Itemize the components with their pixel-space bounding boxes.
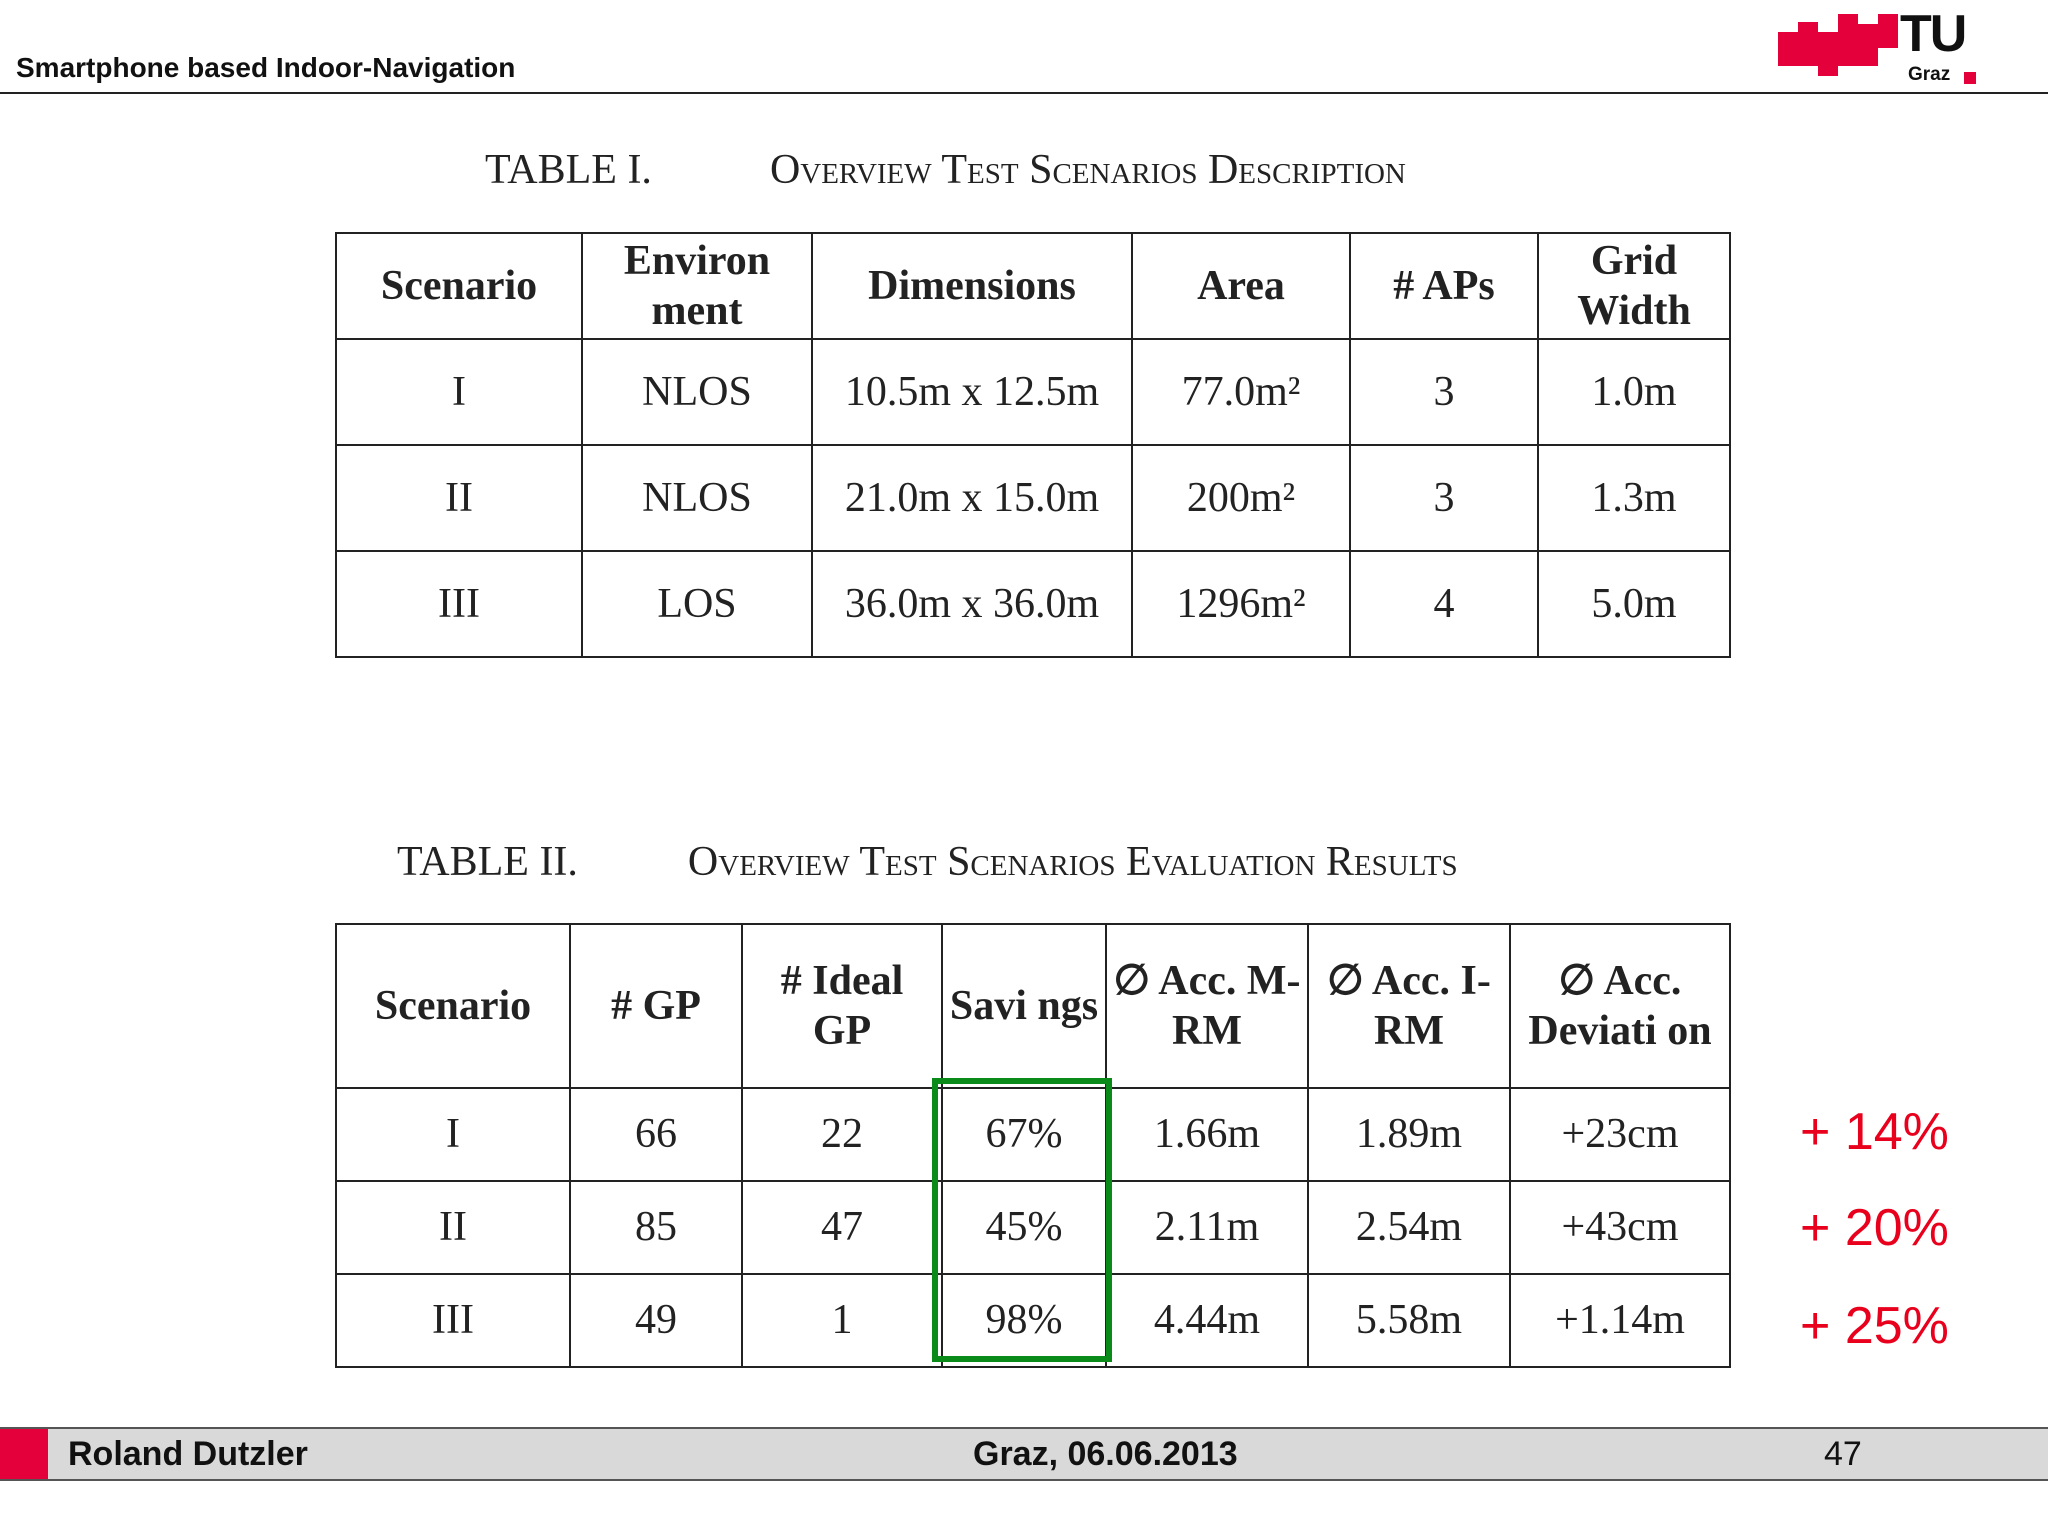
table-cell: +23cm — [1510, 1088, 1730, 1181]
table-cell: 66 — [570, 1088, 742, 1181]
improvement-annotation: + 25% — [1800, 1297, 1949, 1355]
scenarios-description-table — [335, 232, 1731, 658]
table-cell: NLOS — [582, 339, 812, 445]
table-cell: 1.89m — [1308, 1088, 1510, 1181]
table-cell: 4 — [1350, 551, 1538, 657]
header-cell: ∅ Acc. M-RM — [1106, 924, 1308, 1088]
logo-pixel-block — [1798, 22, 1818, 66]
logo-graz-text: Graz — [1908, 64, 1951, 85]
table-cell: 67% — [942, 1088, 1106, 1181]
table-cell: III — [336, 551, 582, 657]
header-cell: Scenario — [336, 924, 570, 1088]
footer-author: Roland Dutzler — [68, 1435, 308, 1473]
table-cell: 77.0m² — [1132, 339, 1350, 445]
tu-graz-logo — [1778, 5, 1978, 90]
header-cell: ∅ Acc. Deviati on — [1510, 924, 1730, 1088]
table-header-row — [336, 233, 1730, 339]
table-cell: NLOS — [582, 445, 812, 551]
table1-caption — [485, 146, 1406, 194]
logo-pixel-block — [1858, 24, 1878, 66]
table-cell: 36.0m x 36.0m — [812, 551, 1132, 657]
table-cell: +43cm — [1510, 1181, 1730, 1274]
header-cell: Scenario — [336, 233, 582, 339]
footer-accent-block — [0, 1429, 48, 1479]
table1-title: Overview Test Scenarios Description — [769, 147, 1406, 193]
header-cell: ∅ Acc. I- RM — [1308, 924, 1510, 1088]
table-cell: 2.54m — [1308, 1181, 1510, 1274]
logo-pixel-block — [1838, 14, 1858, 66]
table-row — [336, 445, 1730, 551]
table-row — [336, 551, 1730, 657]
table-cell: 1 — [742, 1274, 942, 1367]
header-cell: Area — [1132, 233, 1350, 339]
table-cell: 1.66m — [1106, 1088, 1308, 1181]
table2-label: TABLE II. — [397, 839, 578, 885]
table-cell: 5.0m — [1538, 551, 1730, 657]
footer-date: Graz, 06.06.2013 — [973, 1435, 1238, 1473]
logo-pixel-block — [1818, 32, 1838, 76]
table-cell: 47 — [742, 1181, 942, 1274]
table-cell: 22 — [742, 1088, 942, 1181]
table-cell: 1296m² — [1132, 551, 1350, 657]
header-divider — [0, 92, 2048, 94]
table-cell: 85 — [570, 1181, 742, 1274]
table-cell: 1.3m — [1538, 445, 1730, 551]
header-cell: # APs — [1350, 233, 1538, 339]
table-cell: 10.5m x 12.5m — [812, 339, 1132, 445]
table-row — [336, 1088, 1730, 1181]
table-header-row — [336, 924, 1730, 1088]
table-cell: 1.0m — [1538, 339, 1730, 445]
header-cell: Dimensions — [812, 233, 1132, 339]
table-cell: I — [336, 1088, 570, 1181]
table-cell: III — [336, 1274, 570, 1367]
table-cell: 98% — [942, 1274, 1106, 1367]
table-cell: 45% — [942, 1181, 1106, 1274]
improvement-annotation: + 20% — [1800, 1199, 1949, 1257]
table-cell: II — [336, 445, 582, 551]
logo-tu-text: TU — [1900, 5, 1966, 63]
logo-square — [1964, 72, 1976, 84]
page-number: 47 — [1824, 1435, 1862, 1473]
table-row — [336, 1181, 1730, 1274]
table2-caption — [397, 838, 1458, 886]
improvement-annotation: + 14% — [1800, 1103, 1949, 1161]
header-cell: # Ideal GP — [742, 924, 942, 1088]
table-cell: 4.44m — [1106, 1274, 1308, 1367]
table-cell: 21.0m x 15.0m — [812, 445, 1132, 551]
table-cell: LOS — [582, 551, 812, 657]
table-cell: 2.11m — [1106, 1181, 1308, 1274]
table-cell: 200m² — [1132, 445, 1350, 551]
header-cell: Environ ment — [582, 233, 812, 339]
table-cell: +1.14m — [1510, 1274, 1730, 1367]
table-row — [336, 339, 1730, 445]
logo-pixel-block — [1778, 32, 1798, 66]
evaluation-results-table — [335, 923, 1731, 1368]
table-row — [336, 1274, 1730, 1367]
slide-header-title: Smartphone based Indoor-Navigation — [16, 52, 516, 83]
table-cell: 49 — [570, 1274, 742, 1367]
header-cell: # GP — [570, 924, 742, 1088]
table-cell: 5.58m — [1308, 1274, 1510, 1367]
header-cell: Grid Width — [1538, 233, 1730, 339]
header-cell: Savi ngs — [942, 924, 1106, 1088]
table-cell: 3 — [1350, 445, 1538, 551]
table-cell: I — [336, 339, 582, 445]
slide-footer — [0, 1427, 2048, 1481]
table-cell: 3 — [1350, 339, 1538, 445]
table1-label: TABLE I. — [485, 147, 652, 193]
logo-pixel-block — [1878, 14, 1898, 48]
table2-title: Overview Test Scenarios Evaluation Results — [687, 839, 1458, 885]
table-cell: II — [336, 1181, 570, 1274]
